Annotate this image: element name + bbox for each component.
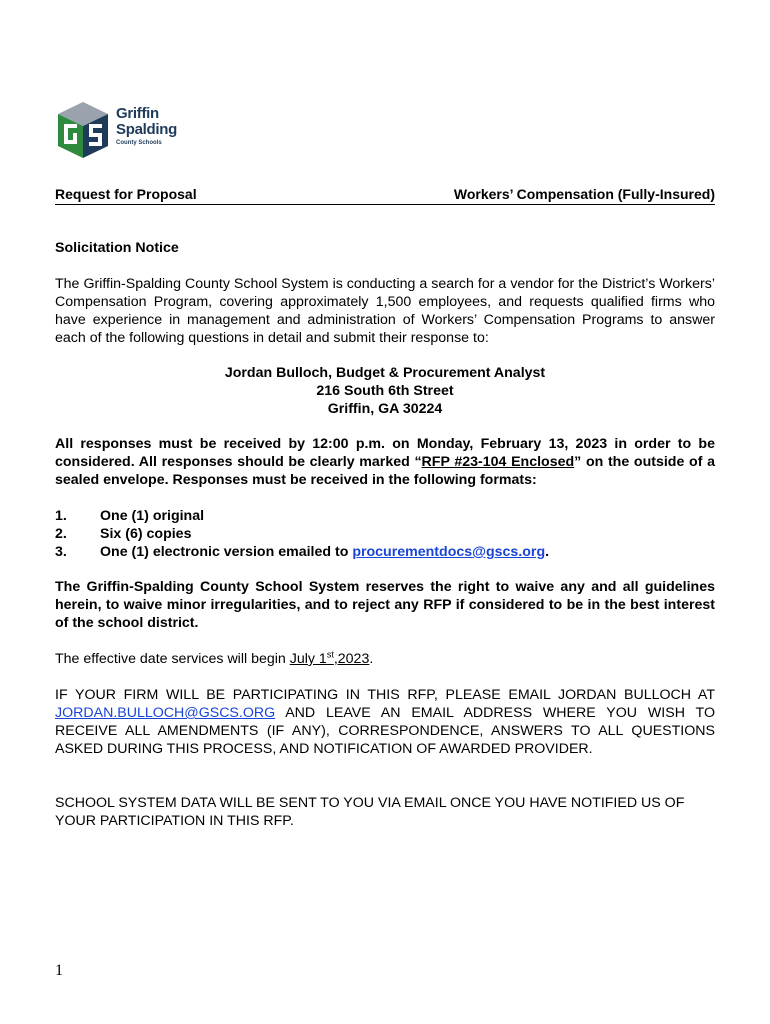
document-header [55,186,715,205]
list-item-text [100,543,549,561]
jordan-email-link[interactable]: JORDAN.BULLOCH@GSCS.ORG [55,705,276,721]
deadline-paragraph [55,435,715,489]
list-item [55,525,715,543]
data-notice-paragraph: SCHOOL SYSTEM DATA WILL BE SENT TO YOU VIA EMAIL ONCE YOU HAVE NOTIFIED US OF YOUR PARTICIPATION IN THIS RFP. [55,795,685,829]
list-item-text: Six (6) copies [100,526,192,542]
list-item-text-lead: One (1) electronic version emailed to [100,544,353,560]
list-item-text-tail: . [545,544,550,560]
contact-city: Griffin, GA 30224 [327,401,443,417]
effective-prefix: The effective date services will begin [55,651,290,667]
formats-list [55,507,715,561]
list-item [55,507,715,525]
list-item-text: One (1) original [100,508,205,524]
effective-suffix: . [369,651,374,667]
contact-block [55,364,715,418]
effective-date-day: July 1 [289,651,327,667]
contact-name-title: Jordan Bulloch, Budget & Procurement Analyst [224,365,546,381]
deadline-text-2: ” on the outside of a sealed envelope. Responses must be received in the following formats: [55,454,715,488]
reserves-paragraph: The Griffin-Spalding County School System reserves the right to waive any and all guidelines herein, to waive minor irregularities, and to reject any RFP if considered to be in the best interest of the school district. [55,579,715,631]
rfp-label: RFP #23-104 Enclosed [421,454,575,470]
district-logo [54,100,194,160]
effective-date [290,651,370,667]
deadline-text-1: All responses must be received by 12:00 p.m. on Monday, February 13, 2023 in order to be considered. All responses should be clearly marked “ [55,436,715,470]
participation-paragraph [55,686,715,758]
effective-date-year: ,2023 [333,651,370,667]
logo-line-griffin: Griffin [116,105,159,122]
participation-text-2: AND LEAVE AN EMAIL ADDRESS WHERE YOU WISH TO RECEIVE ALL AMENDMENTS (IF ANY), CORRESPONDENCE, ANSWERS TO ALL QUESTIONS ASKED DURING THIS PROCESS, AND NOTIFICATION OF AWARDED PROVIDER. [55,705,715,757]
list-item-number: 2. [55,526,67,542]
intro-paragraph: The Griffin-Spalding County School System is conducting a search for a vendor for the District’s Workers’ Compensation Program, covering approximately 1,500 employees, and requests qualified firms who have experience in management and administration of Workers’ Compensation Programs to answer each of the following questions in detail and submit their response to: [55,276,715,346]
effective-date-line [55,650,715,668]
header-right-title: Workers’ Compensation (Fully-Insured) [453,186,715,202]
gs-logo-mark-icon [54,100,112,160]
procurement-email-link[interactable]: procurementdocs@gscs.org [352,544,546,560]
contact-street: 216 South 6th Street [316,383,454,399]
participation-text-1: IF YOUR FIRM WILL BE PARTICIPATING IN THIS RFP, PLEASE EMAIL JORDAN BULLOCH AT [55,687,715,703]
effective-date-suffix: st [326,649,334,660]
page-number: 1 [55,962,63,979]
list-item-number: 3. [55,544,67,560]
header-left-title: Request for Proposal [55,186,197,202]
notice-title: Solicitation Notice [55,240,179,256]
list-item [55,543,715,561]
logo-line-county-schools: County Schools [116,140,162,146]
logo-line-spalding: Spalding [116,121,177,138]
list-item-number: 1. [55,508,67,524]
